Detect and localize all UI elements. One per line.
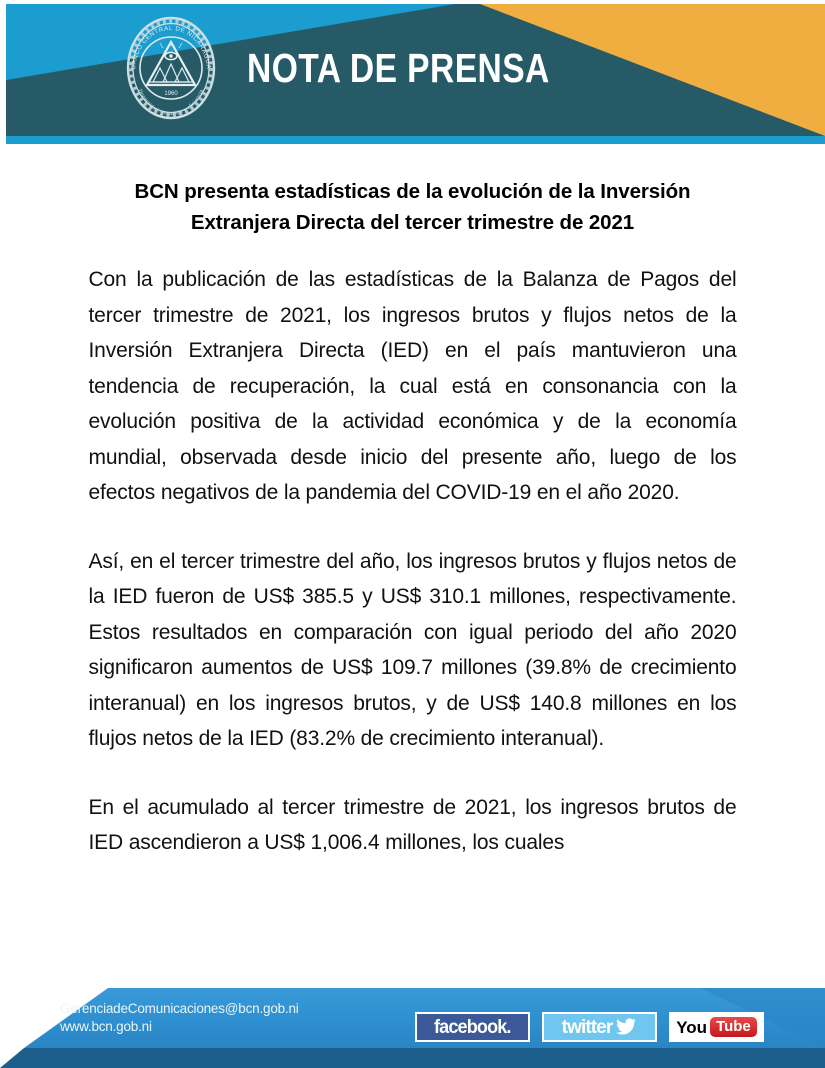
press-release-banner-title: NOTA DE PRENSA	[246, 44, 550, 91]
twitter-label: twitter	[561, 1016, 613, 1038]
social-media-badges	[415, 1012, 764, 1042]
paragraph: Con la publicación de las estadísticas de la Balanza de Pagos del tercer trimestre de 2021, los ingresos brutos y flujos netos de la Inversión Extranjera Directa (IED) en el país mantuvieron una tendencia de recuperación, la cual está en consonancia con la evolución positiva de la actividad económica y de la economía mundial, observada desde inicio del presente año, luego de los efectos negativos de la pandemia del COVID-19 en el año 2020.	[88, 268, 737, 504]
paragraph: Así, en el tercer trimestre del año, los ingresos brutos y flujos netos de la IED fueron de US$ 385.5 y US$ 310.1 millones, respectivamente. Estos resultados en comparación con igual periodo del año 2020 significaron aumentos de US$ 109.7 millones (39.8% de crecimiento interanual) en los ingresos brutos, y de US$ 140.8 millones en los flujos netos de la IED (83.2% de crecimiento interanual).	[88, 549, 737, 750]
twitter-badge[interactable]	[542, 1012, 657, 1042]
footer-contact-info	[60, 1000, 299, 1036]
twitter-bird-icon	[615, 1018, 637, 1036]
youtube-tube-label: Tube	[710, 1017, 757, 1037]
page-title: BCN presenta estadísticas de la evolución de la Inversión Extranjera Directa del tercer trimestre de 2021	[134, 180, 691, 234]
article-paragraphs	[89, 238, 737, 861]
youtube-badge[interactable]	[669, 1012, 764, 1042]
seal-top-text: BANCO CENTRAL DE NICARAGUA	[129, 24, 212, 70]
facebook-badge[interactable]	[415, 1012, 530, 1042]
seal-bottom-text: Honestidad, vocación y eficiencia	[136, 88, 206, 117]
bcn-seal-graphic	[119, 16, 223, 120]
document-body	[0, 144, 825, 861]
bcn-seal-icon	[119, 16, 223, 120]
footer-website[interactable]: www.bcn.gob.ni	[60, 1019, 152, 1034]
paragraph: En el acumulado al tercer trimestre de 2021, los ingresos brutos de IED ascendieron a US$ 1,006.4 millones, los cuales	[88, 795, 737, 854]
header-bottom-stripe	[6, 136, 825, 144]
facebook-label: facebook.	[434, 1016, 511, 1038]
seal-year: 1960	[164, 91, 178, 97]
footer-email[interactable]: GerenciadeComunicaciones@bcn.gob.ni	[60, 1001, 299, 1016]
press-release-header	[0, 0, 825, 144]
footer-dark-edge	[0, 1048, 825, 1068]
youtube-you-label: You	[676, 1017, 708, 1037]
